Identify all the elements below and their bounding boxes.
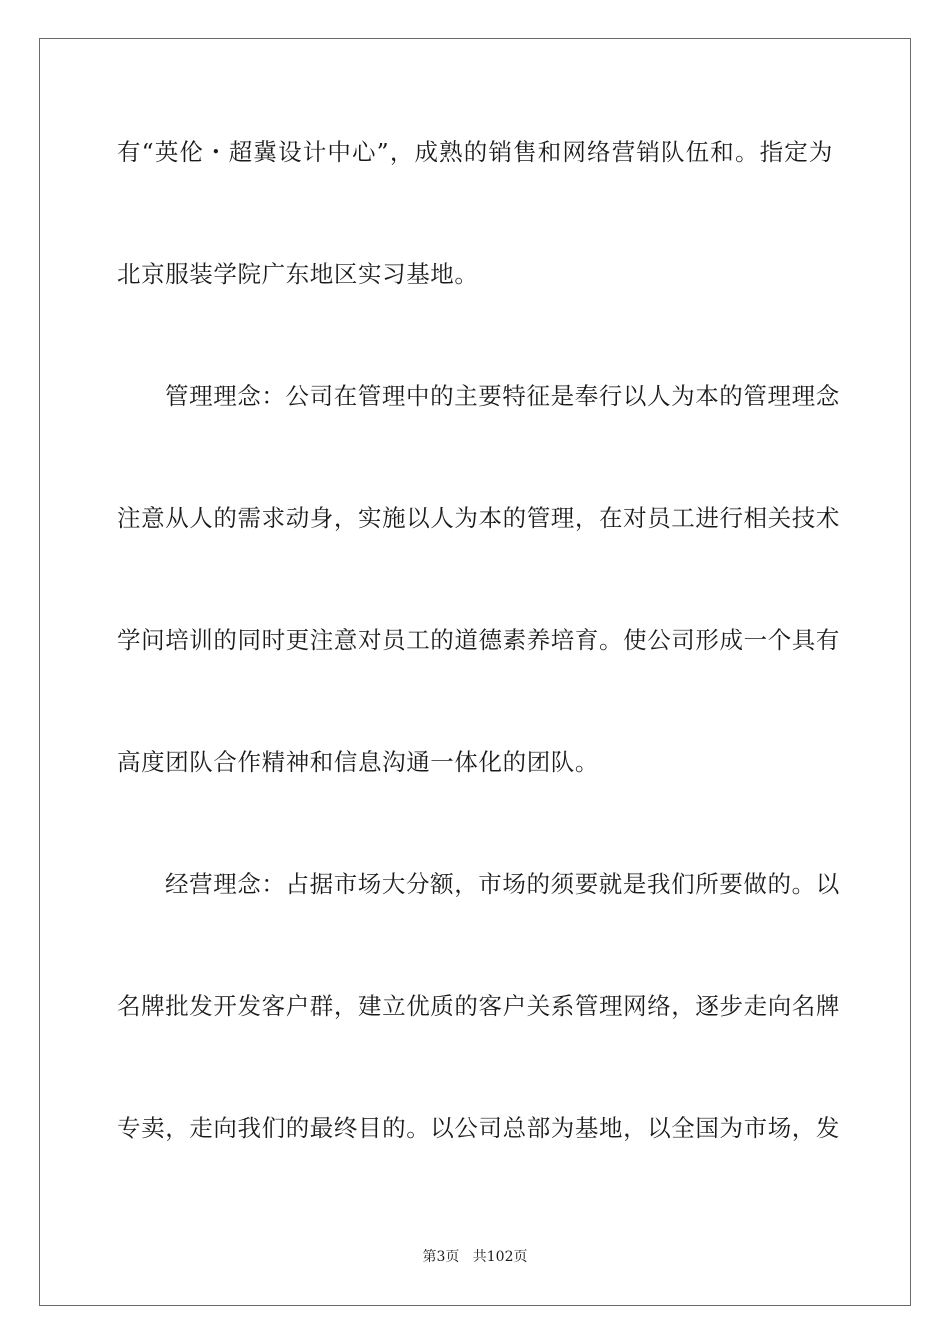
page-number-footer: 第3页 共102页	[422, 1249, 528, 1265]
paragraph-start-business: 经营理念：占据市场大分额，市场的须要就是我们所要做的。以	[165, 870, 840, 898]
body-text-line: 高度团队合作精神和信息沟通一体化的团队。	[117, 748, 599, 776]
paragraph-start-management: 管理理念：公司在管理中的主要特征是奉行以人为本的管理理念	[165, 382, 840, 410]
body-text-line: 有“英伦・超冀设计中心”，成熟的销售和网络营销队伍和。指定为	[117, 138, 833, 166]
body-text-line: 学问培训的同时更注意对员工的道德素养培育。使公司形成一个具有	[117, 626, 840, 654]
body-text-line: 专卖，走向我们的最终目的。以公司总部为基地，以全国为市场，发	[117, 1114, 840, 1142]
body-text-line: 注意从人的需求动身，实施以人为本的管理，在对员工进行相关技术	[117, 504, 840, 532]
body-text-line: 名牌批发开发客户群，建立优质的客户关系管理网络，逐步走向名牌	[117, 992, 840, 1020]
body-text-line: 北京服装学院广东地区实习基地。	[117, 260, 479, 288]
